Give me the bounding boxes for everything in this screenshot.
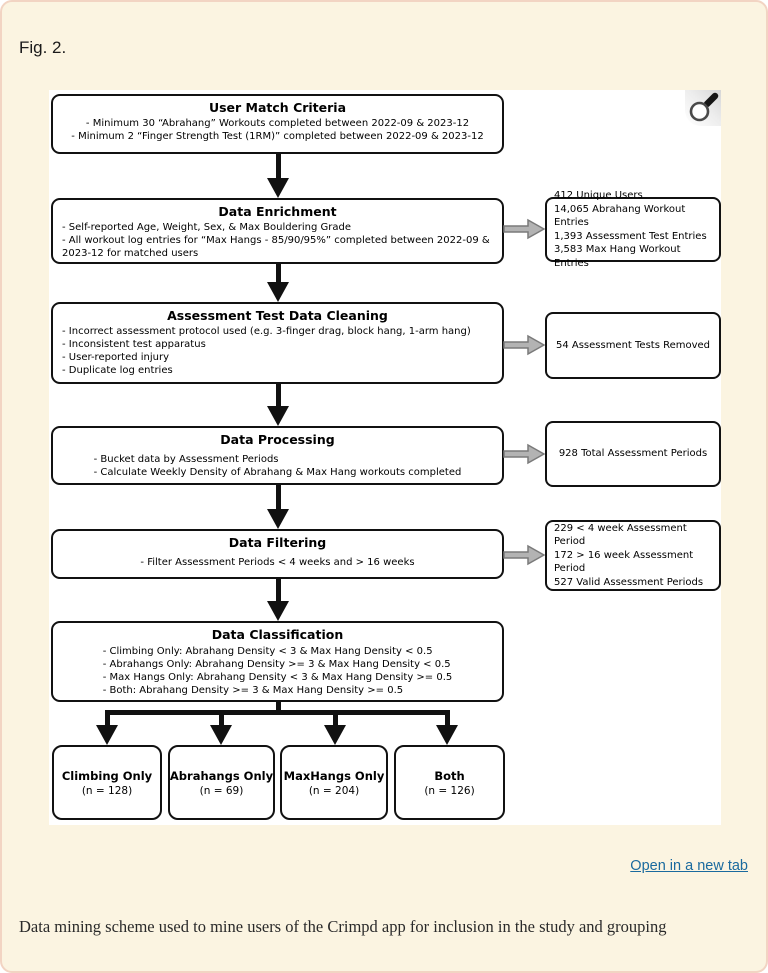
- result-arrow-icon: [503, 218, 545, 240]
- flow-arrow-down: [267, 485, 289, 529]
- group-n: (n = 128): [81, 784, 133, 797]
- flow-box-line: - Max Hangs Only: Abrahang Density < 3 & Max Hang Density >= 0.5: [102, 672, 453, 683]
- flow-box-title: Data Filtering: [228, 535, 327, 550]
- flow-box-data-filtering: [51, 529, 504, 579]
- flow-box-line: - Minimum 30 “Abrahang” Workouts completed between 2022-09 & 2023-12: [85, 118, 470, 129]
- flow-arrow-down: [267, 579, 289, 621]
- flow-box-line: - User-reported injury: [62, 352, 170, 363]
- flow-box-data-processing: [51, 426, 504, 485]
- figure-image[interactable]: [49, 90, 721, 825]
- result-box-total-periods: [545, 421, 721, 487]
- group-title: Both: [434, 768, 465, 783]
- flow-box-line: - All workout log entries for “Max Hangs - 85/90/95%” completed between 2022-09 & 2023-12 for matched users: [62, 235, 490, 259]
- flow-arrow-down: [324, 714, 346, 745]
- group-box-both: [394, 745, 505, 820]
- group-box-abrahangs-only: [168, 745, 275, 820]
- group-title: Abrahangs Only: [169, 768, 274, 783]
- flow-box-title: Data Enrichment: [218, 204, 337, 219]
- flow-box-user-match-criteria: [51, 94, 504, 154]
- flow-box-line: - Self-reported Age, Weight, Sex, & Max Bouldering Grade: [62, 222, 352, 233]
- group-box-climbing-only: [52, 745, 162, 820]
- result-line: 527 Valid Assessment Periods: [554, 576, 704, 588]
- flow-box-line: - Minimum 2 “Finger Strength Test (1RM)” completed between 2022-09 & 2023-12: [71, 131, 484, 142]
- flow-arrow-down: [267, 384, 289, 426]
- flow-arrow-down: [267, 154, 289, 198]
- flow-arrow-down: [210, 714, 232, 745]
- flow-box-line: - Both: Abrahang Density >= 3 & Max Hang Density >= 0.5: [102, 685, 404, 696]
- flow-arrow-down: [436, 714, 458, 745]
- flow-box-line: - Bucket data by Assessment Periods: [93, 454, 279, 465]
- figure-label: Fig. 2.: [19, 38, 67, 57]
- flow-box-line: - Abrahangs Only: Abrahang Density >= 3 & Max Hang Density < 0.5: [102, 659, 451, 670]
- flow-box-line: - Duplicate log entries: [62, 365, 173, 376]
- open-in-new-tab-link[interactable]: Open in a new tab: [630, 858, 748, 874]
- magnifier-icon: [685, 90, 721, 126]
- flow-connector-branch: [105, 710, 450, 715]
- figure-caption: Data mining scheme used to mine users of the Crimpd app for inclusion in the study and grouping: [19, 917, 667, 936]
- flow-arrow-down: [267, 264, 289, 302]
- group-n: (n = 204): [308, 784, 360, 797]
- flow-arrow-down: [96, 714, 118, 745]
- flow-box-title: Assessment Test Data Cleaning: [167, 308, 388, 323]
- flow-box-line: - Filter Assessment Periods < 4 weeks and > 16 weeks: [140, 557, 415, 568]
- group-title: MaxHangs Only: [283, 768, 385, 783]
- flow-box-data-enrichment: [51, 198, 504, 264]
- flow-box-data-classification: [51, 621, 504, 702]
- result-line: 172 > 16 week Assessment Period: [554, 549, 694, 575]
- group-n: (n = 69): [199, 784, 244, 797]
- group-title: Climbing Only: [61, 768, 153, 783]
- group-n: (n = 126): [424, 784, 475, 797]
- flow-box-assessment-cleaning: [51, 302, 504, 384]
- result-line: 229 < 4 week Assessment Period: [554, 522, 687, 548]
- result-line: 928 Total Assessment Periods: [558, 448, 708, 460]
- result-line: 14,065 Abrahang Workout Entries: [554, 203, 686, 228]
- result-box-filter-counts: [545, 520, 721, 591]
- group-box-maxhangs-only: [280, 745, 388, 820]
- flow-box-line: - Inconsistent test apparatus: [62, 339, 206, 350]
- result-line: 3,583 Max Hang Workout Entries: [554, 244, 681, 269]
- flow-box-title: Data Processing: [220, 432, 335, 447]
- result-arrow-icon: [503, 544, 545, 566]
- flow-box-title: Data Classification: [211, 627, 344, 642]
- result-box-enrichment-counts: [545, 190, 721, 269]
- flow-box-line: - Calculate Weekly Density of Abrahang & Max Hang workouts completed: [93, 467, 462, 478]
- flow-box-line: - Climbing Only: Abrahang Density < 3 & Max Hang Density < 0.5: [102, 646, 433, 657]
- zoom-button[interactable]: [685, 90, 721, 126]
- result-arrow-icon: [503, 334, 545, 356]
- result-arrow-icon: [503, 443, 545, 465]
- result-line: 1,393 Assessment Test Entries: [554, 230, 707, 242]
- result-line: 54 Assessment Tests Removed: [555, 339, 711, 351]
- result-box-tests-removed: [545, 312, 721, 379]
- result-line: 412 Unique Users: [554, 190, 643, 201]
- flow-box-line: - Incorrect assessment protocol used (e.g. 3-finger drag, block hang, 1-arm hang): [62, 326, 471, 337]
- flow-box-title: User Match Criteria: [208, 100, 347, 115]
